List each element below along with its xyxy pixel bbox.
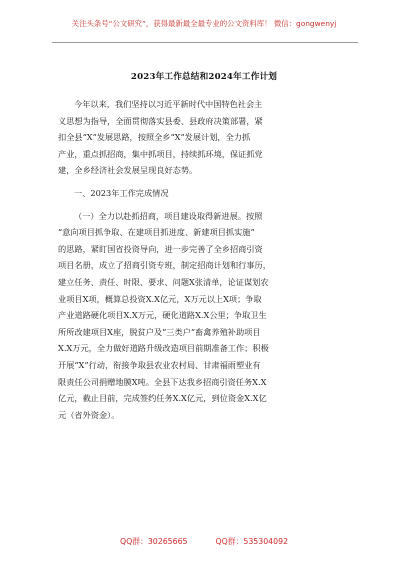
paragraph-line: 产业，重点抓招商，集中抓项目，持续抓环境，保证抓党 bbox=[58, 148, 263, 159]
document-title: 2023年工作总结和2024年工作计划 bbox=[130, 72, 278, 82]
paragraph-line: 今年以来，我们坚持以习近平新时代中国特色社会主 bbox=[74, 99, 263, 109]
paragraph-line: X.X万元，全力做好道路升级改造项目前期准备工作；积极 bbox=[58, 343, 269, 354]
paragraph-line: 项目名册，成立了招商引资专班，制定招商计划和行事历， bbox=[58, 260, 271, 271]
footer-qq-group-2: QQ群：535304092 bbox=[215, 537, 289, 546]
footer-qq-group-1: QQ群：30265665 bbox=[119, 537, 188, 546]
paragraph-line: 义思想为指导，全面贯彻落实县委、县政府决策部署，紧 bbox=[58, 115, 263, 126]
paragraph-line: 扣全县“X”发展思路，按照全乡“X”发展计划，全力抓 bbox=[58, 132, 251, 143]
paragraph-line: 的思路，紧盯国省投资导向，进一步完善了全乡招商引资 bbox=[58, 243, 263, 254]
paragraph-line: 亿元，截止目前，完成签约任务X.X亿元，到位资金X.X亿 bbox=[58, 393, 267, 404]
paragraph-line: （一）全力以赴抓招商，项目建设取得新进展。按照 bbox=[74, 210, 263, 221]
header-banner: 关注头条号“公文研究”，获得最新最全最专业的公文资料库！ 微信：gongwenyj bbox=[71, 19, 337, 28]
document-body bbox=[58, 96, 358, 423]
paragraph-line: 开展“X”行动，衔接争取县农业农村局、甘肃福雨塑业有 bbox=[58, 359, 261, 370]
paragraph-line: 建，全乡经济社会发展呈现良好态势。 bbox=[58, 165, 198, 176]
section-heading: 一、2023年工作完成情况 bbox=[74, 187, 169, 198]
paragraph-line: 业项目X项，概算总投资X.X亿元，X万元以上X项；争取 bbox=[58, 293, 262, 304]
paragraph-line: “意向项目抓争取、在建项目抓进度、新建项目抓实施” bbox=[58, 227, 255, 238]
header-divider bbox=[52, 42, 358, 43]
paragraph-line: 元（省外资金）。 bbox=[58, 409, 120, 420]
footer-contact bbox=[0, 536, 408, 547]
paragraph-line: 产业道路硬化项目X.X万元，硬化道路X.X公里；争取卫生 bbox=[58, 310, 267, 321]
paragraph-line: 建立任务、责任、时限、要求、问题X张清单，论证谋划农 bbox=[58, 276, 269, 287]
paragraph-line: 所所改建项目X座，脱贫户及“三类户”畜禽养殖补助项目 bbox=[58, 326, 261, 337]
paragraph-line: 限责任公司捐赠地膜X吨。全县下达我乡招商引资任务X.X bbox=[58, 376, 267, 387]
